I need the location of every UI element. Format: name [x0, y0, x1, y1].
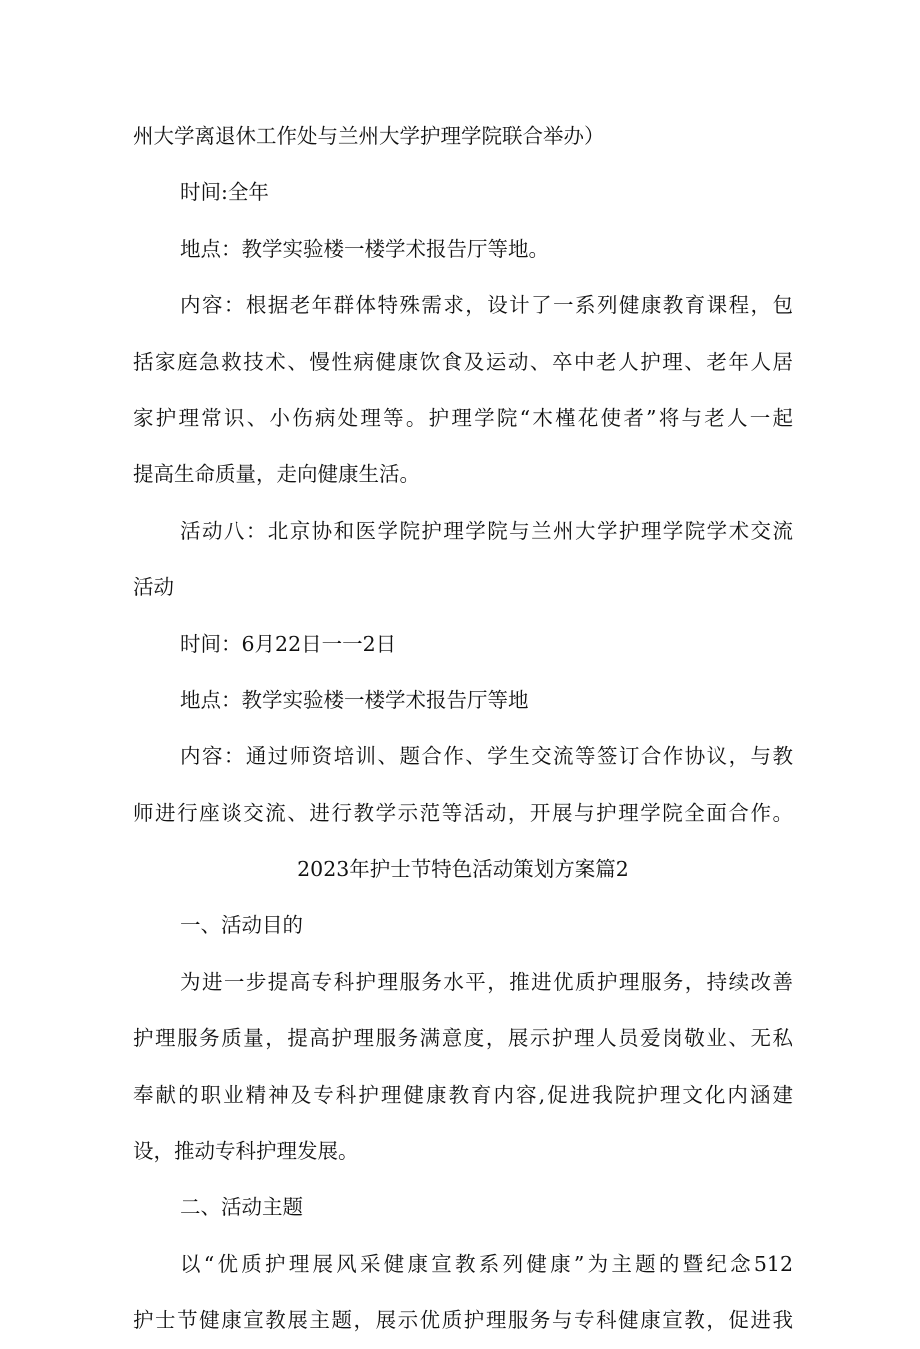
- text-line: 括家庭急救技术、慢性病健康饮食及运动、卒中老人护理、老年人居: [133, 349, 793, 374]
- text-line: 州大学离退休工作处与兰州大学护理学院联合举办）: [133, 124, 605, 148]
- text-line: 时间：6月22日一一2日: [180, 631, 397, 656]
- text-line: 提高生命质量，走向健康生活。: [133, 462, 420, 487]
- document-body: [133, 108, 793, 1349]
- text-line: 时间:全年: [180, 180, 269, 205]
- text-line: 以“优质护理展风采健康宣教系列健康”为主题的暨纪念512: [180, 1251, 793, 1276]
- text-line: 奉献的职业精神及专科护理健康教育内容,促进我院护理文化内涵建: [133, 1082, 793, 1107]
- text-line: 活动: [133, 575, 174, 600]
- text-line: 内容：通过师资培训、题合作、学生交流等签订合作协议，与教: [180, 744, 793, 769]
- text-line: 二、活动主题: [180, 1195, 303, 1220]
- text-line: 活动八：北京协和医学院护理学院与兰州大学护理学院学术交流: [180, 518, 793, 543]
- text-line: 一、活动目的: [180, 913, 303, 938]
- text-line: 地点：教学实验楼一楼学术报告厅等地。: [180, 236, 549, 261]
- text-line: 为进一步提高专科护理服务水平，推进优质护理服务，持续改善: [180, 969, 793, 994]
- text-line: 地点：教学实验楼一楼学术报告厅等地: [180, 687, 529, 712]
- text-line: 内容：根据老年群体特殊需求，设计了一系列健康教育课程，包: [180, 293, 793, 318]
- text-line: 家护理常识、小伤病处理等。护理学院“木槿花使者”将与老人一起: [133, 405, 793, 430]
- text-line: 护士节健康宣教展主题，展示优质护理服务与专科健康宣教，促进我: [133, 1308, 793, 1333]
- text-line: 设，推动专科护理发展。: [133, 1139, 359, 1164]
- text-line: 护理服务质量，提高护理服务满意度，展示护理人员爱岗敬业、无私: [133, 1026, 793, 1051]
- text-line: 师进行座谈交流、进行教学示范等活动，开展与护理学院全面合作。: [133, 800, 793, 825]
- section-title: 2023年护士节特色活动策划方案篇2: [297, 857, 629, 882]
